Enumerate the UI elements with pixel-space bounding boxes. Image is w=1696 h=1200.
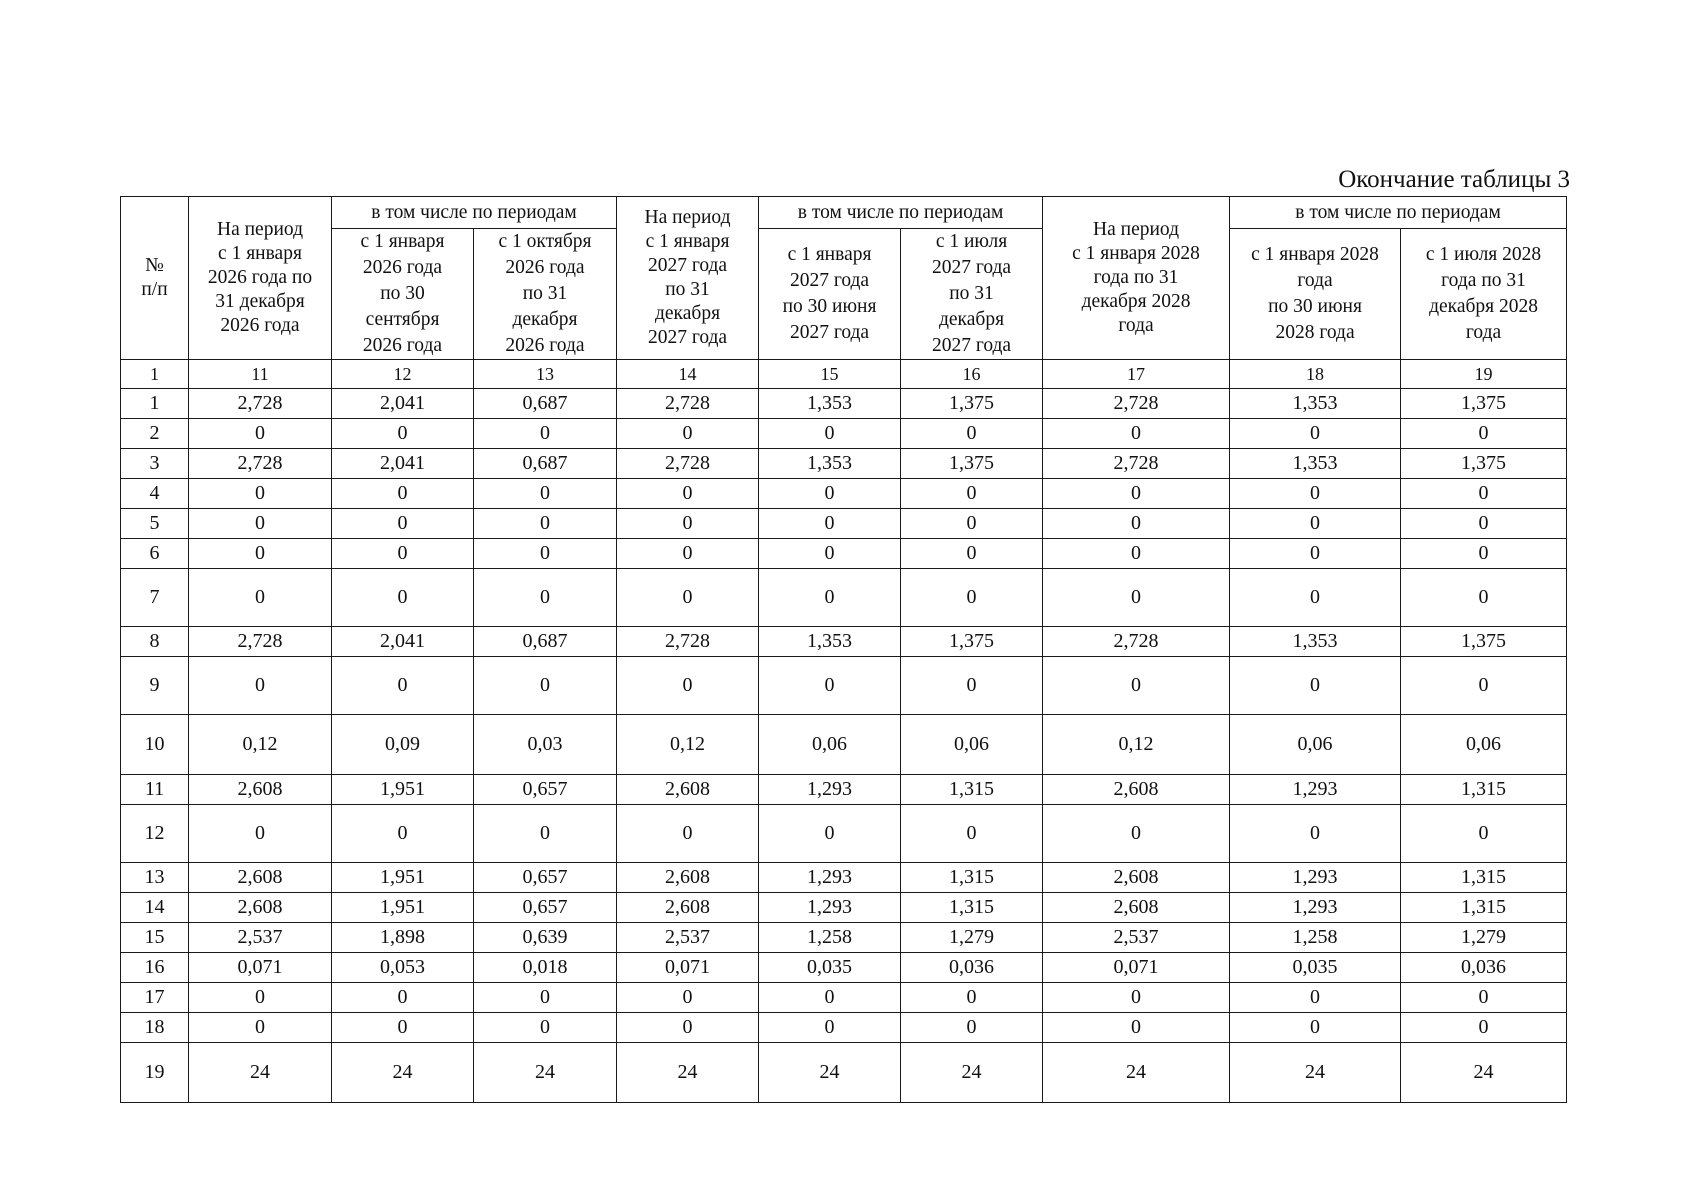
- table-cell: 2,608: [617, 893, 759, 923]
- table-cell: 0,071: [1043, 953, 1230, 983]
- table-cell: 2,608: [1043, 893, 1230, 923]
- table-cell: 2,041: [332, 627, 474, 657]
- table-cell: 4: [121, 479, 189, 509]
- table-row: [121, 539, 1567, 569]
- table-cell: 1,353: [759, 389, 901, 419]
- table-cell: 0: [901, 509, 1043, 539]
- table-cell: 2,728: [617, 627, 759, 657]
- table-cell: 0,687: [474, 389, 617, 419]
- table-cell: 1,951: [332, 775, 474, 805]
- table-cell: 0: [189, 539, 332, 569]
- header-sub-2028-jan-jun: с 1 января 2028 года по 30 июня 2028 года: [1230, 229, 1401, 360]
- table-row: [121, 627, 1567, 657]
- table-cell: 1,951: [332, 893, 474, 923]
- header-sub-2027-jan-jun: с 1 января 2027 года по 30 июня 2027 года: [759, 229, 901, 360]
- table-cell: 0,687: [474, 449, 617, 479]
- table-cell: 0: [1230, 657, 1401, 715]
- table-cell: 0: [1230, 509, 1401, 539]
- table-cell: 0: [1401, 539, 1567, 569]
- table-cell: 0: [1401, 983, 1567, 1013]
- header-sub-2028-jul-dec: с 1 июля 2028 года по 31 декабря 2028 года: [1401, 229, 1567, 360]
- table-cell: 0: [1043, 569, 1230, 627]
- table-cell: 0,071: [189, 953, 332, 983]
- table-cell: 0: [189, 983, 332, 1013]
- header-period-2026: На период с 1 января 2026 года по 31 декабря 2026 года: [189, 197, 332, 360]
- header-group-2026: в том числе по периодам: [332, 197, 617, 229]
- column-number: 16: [901, 360, 1043, 389]
- table-cell: 0,053: [332, 953, 474, 983]
- table-cell: 0: [474, 1013, 617, 1043]
- table-cell: 0: [759, 657, 901, 715]
- table-cell: 12: [121, 805, 189, 863]
- header-sub-2026-jan-sep: с 1 января 2026 года по 30 сентября 2026 года: [332, 229, 474, 360]
- table-cell: 1: [121, 389, 189, 419]
- table-cell: 2,608: [617, 863, 759, 893]
- table-cell: 0: [901, 419, 1043, 449]
- column-numbers-row: [121, 360, 1567, 389]
- table-cell: 0: [474, 419, 617, 449]
- table-cell: 2,728: [617, 449, 759, 479]
- table-caption: Окончание таблицы 3: [1338, 166, 1570, 193]
- table-cell: 10: [121, 715, 189, 775]
- table-cell: 0: [474, 805, 617, 863]
- table-cell: 0: [759, 805, 901, 863]
- table-cell: 3: [121, 449, 189, 479]
- table-cell: 0: [474, 657, 617, 715]
- table-cell: 1,315: [1401, 863, 1567, 893]
- table-cell: 0: [332, 1013, 474, 1043]
- column-number: 17: [1043, 360, 1230, 389]
- table-row: [121, 479, 1567, 509]
- table-cell: 17: [121, 983, 189, 1013]
- table-cell: 0: [189, 805, 332, 863]
- table-cell: 0: [1230, 539, 1401, 569]
- table-cell: 0,09: [332, 715, 474, 775]
- table-cell: 2,608: [617, 775, 759, 805]
- table-cell: 1,293: [759, 893, 901, 923]
- table-cell: 0: [901, 479, 1043, 509]
- table-cell: 0,06: [1401, 715, 1567, 775]
- table-cell: 0: [617, 1013, 759, 1043]
- table-cell: 0,035: [759, 953, 901, 983]
- table-cell: 0: [1401, 569, 1567, 627]
- table-cell: 0: [332, 983, 474, 1013]
- table-cell: 0,06: [1230, 715, 1401, 775]
- table-cell: 0,657: [474, 863, 617, 893]
- header-sub-2026-oct-dec: с 1 октября 2026 года по 31 декабря 2026 года: [474, 229, 617, 360]
- table-header: [121, 197, 1567, 360]
- table-cell: 0,12: [189, 715, 332, 775]
- table-cell: 0: [332, 479, 474, 509]
- table-cell: 0: [332, 657, 474, 715]
- table-cell: 0: [759, 479, 901, 509]
- table-cell: 7: [121, 569, 189, 627]
- table-cell: 6: [121, 539, 189, 569]
- table-cell: 0: [1401, 805, 1567, 863]
- column-number: 14: [617, 360, 759, 389]
- table-cell: 11: [121, 775, 189, 805]
- table-cell: 0: [759, 539, 901, 569]
- table-cell: 0: [332, 569, 474, 627]
- table-cell: 0: [1401, 419, 1567, 449]
- table-cell: 1,293: [1230, 775, 1401, 805]
- table-cell: 0: [1043, 419, 1230, 449]
- table-row: [121, 657, 1567, 715]
- table-row: [121, 863, 1567, 893]
- table-cell: 0: [901, 539, 1043, 569]
- table-cell: 0,03: [474, 715, 617, 775]
- data-table: [120, 196, 1567, 1103]
- column-number: 15: [759, 360, 901, 389]
- table-cell: 1,353: [1230, 627, 1401, 657]
- table-cell: 0,035: [1230, 953, 1401, 983]
- table-cell: 1,279: [901, 923, 1043, 953]
- table-cell: 0: [901, 657, 1043, 715]
- table-cell: 1,353: [759, 449, 901, 479]
- table-row: [121, 419, 1567, 449]
- table-cell: 0: [1043, 983, 1230, 1013]
- table-cell: 0: [617, 539, 759, 569]
- table-cell: 0: [474, 509, 617, 539]
- table-cell: 1,258: [759, 923, 901, 953]
- table-cell: 0,06: [901, 715, 1043, 775]
- table-cell: 0,071: [617, 953, 759, 983]
- table-body: [121, 360, 1567, 1103]
- table-cell: 0: [332, 539, 474, 569]
- table-cell: 24: [901, 1043, 1043, 1103]
- table-cell: 18: [121, 1013, 189, 1043]
- table-cell: 0: [901, 805, 1043, 863]
- table-cell: 0: [617, 657, 759, 715]
- table-cell: 1,293: [759, 863, 901, 893]
- table-cell: 1,375: [1401, 389, 1567, 419]
- table-cell: 2,041: [332, 449, 474, 479]
- table-cell: 0: [474, 479, 617, 509]
- table-cell: 2,728: [189, 389, 332, 419]
- table-cell: 0,018: [474, 953, 617, 983]
- table-cell: 0: [474, 569, 617, 627]
- table-cell: 24: [759, 1043, 901, 1103]
- table-cell: 0,036: [901, 953, 1043, 983]
- table-cell: 0: [617, 509, 759, 539]
- column-number: 1: [121, 360, 189, 389]
- table-cell: 1,315: [901, 775, 1043, 805]
- table-cell: 2,537: [617, 923, 759, 953]
- column-number: 13: [474, 360, 617, 389]
- table-cell: 2,728: [1043, 627, 1230, 657]
- table-cell: 24: [474, 1043, 617, 1103]
- table-cell: 24: [617, 1043, 759, 1103]
- table-row: [121, 569, 1567, 627]
- table-cell: 0: [1230, 805, 1401, 863]
- table-cell: 0: [1230, 479, 1401, 509]
- table-cell: 0,12: [617, 715, 759, 775]
- table-cell: 14: [121, 893, 189, 923]
- table-cell: 0: [1401, 1013, 1567, 1043]
- table-cell: 0: [1230, 1013, 1401, 1043]
- table-cell: 2,608: [1043, 863, 1230, 893]
- header-group-2028: в том числе по периодам: [1230, 197, 1567, 229]
- table-row: [121, 1013, 1567, 1043]
- table-cell: 1,279: [1401, 923, 1567, 953]
- table-cell: 0: [1043, 539, 1230, 569]
- table-cell: 1,293: [1230, 893, 1401, 923]
- table-cell: 0: [1230, 983, 1401, 1013]
- table-row: [121, 893, 1567, 923]
- table-cell: 2,728: [189, 627, 332, 657]
- table-row: [121, 715, 1567, 775]
- table-cell: 0,657: [474, 775, 617, 805]
- header-row-number: № п/п: [121, 197, 189, 360]
- table-cell: 0: [1230, 569, 1401, 627]
- table-cell: 2,728: [1043, 389, 1230, 419]
- table-cell: 0: [332, 805, 474, 863]
- table-cell: 0: [759, 509, 901, 539]
- table-cell: 0: [189, 419, 332, 449]
- table-cell: 0: [1043, 479, 1230, 509]
- table-cell: 1,293: [759, 775, 901, 805]
- table-cell: 1,898: [332, 923, 474, 953]
- table-cell: 0: [189, 657, 332, 715]
- table-cell: 1,293: [1230, 863, 1401, 893]
- table-cell: 2: [121, 419, 189, 449]
- table-cell: 15: [121, 923, 189, 953]
- table-cell: 0: [189, 479, 332, 509]
- table-cell: 1,315: [1401, 893, 1567, 923]
- table-cell: 2,608: [189, 893, 332, 923]
- table-cell: 1,353: [1230, 449, 1401, 479]
- table-row: [121, 509, 1567, 539]
- table-cell: 0,12: [1043, 715, 1230, 775]
- table-cell: 0: [759, 569, 901, 627]
- table-cell: 0: [901, 569, 1043, 627]
- table-cell: 0,687: [474, 627, 617, 657]
- table-cell: 2,728: [189, 449, 332, 479]
- table-cell: 0: [189, 1013, 332, 1043]
- table-cell: 2,608: [189, 775, 332, 805]
- table-cell: 0: [617, 419, 759, 449]
- table-cell: 0: [617, 479, 759, 509]
- table-cell: 1,375: [901, 627, 1043, 657]
- table-row: [121, 983, 1567, 1013]
- table-cell: 1,375: [1401, 627, 1567, 657]
- table-cell: 1,951: [332, 863, 474, 893]
- table-cell: 0: [759, 983, 901, 1013]
- table-row: [121, 389, 1567, 419]
- table-cell: 0,036: [1401, 953, 1567, 983]
- table-cell: 19: [121, 1043, 189, 1103]
- table-cell: 1,375: [901, 389, 1043, 419]
- table-cell: 1,353: [759, 627, 901, 657]
- table-cell: 0: [1401, 657, 1567, 715]
- table-cell: 8: [121, 627, 189, 657]
- table-cell: 1,315: [1401, 775, 1567, 805]
- table-row: [121, 775, 1567, 805]
- table-cell: 0: [1043, 805, 1230, 863]
- table-cell: 2,728: [1043, 449, 1230, 479]
- table-cell: 1,375: [901, 449, 1043, 479]
- table-cell: 0: [617, 983, 759, 1013]
- table-cell: 1,258: [1230, 923, 1401, 953]
- table-cell: 1,353: [1230, 389, 1401, 419]
- table-cell: 0: [474, 539, 617, 569]
- table-cell: 2,537: [1043, 923, 1230, 953]
- table-cell: 0: [332, 419, 474, 449]
- table-row: [121, 1043, 1567, 1103]
- table-cell: 0,06: [759, 715, 901, 775]
- table-cell: 0: [332, 509, 474, 539]
- table-cell: 16: [121, 953, 189, 983]
- table-cell: 2,608: [1043, 775, 1230, 805]
- table-row: [121, 923, 1567, 953]
- table-row: [121, 805, 1567, 863]
- table-cell: 0: [1401, 509, 1567, 539]
- table-cell: 2,537: [189, 923, 332, 953]
- table-cell: 0,657: [474, 893, 617, 923]
- column-number: 11: [189, 360, 332, 389]
- table-cell: 0: [759, 1013, 901, 1043]
- header-period-2027: На период с 1 января 2027 года по 31 декабря 2027 года: [617, 197, 759, 360]
- table-cell: 0: [759, 419, 901, 449]
- table-cell: 0: [901, 1013, 1043, 1043]
- table-cell: 0: [189, 509, 332, 539]
- table-cell: 1,375: [1401, 449, 1567, 479]
- header-group-2027: в том числе по периодам: [759, 197, 1043, 229]
- table-cell: 9: [121, 657, 189, 715]
- table-cell: 0: [189, 569, 332, 627]
- table-cell: 0: [1043, 509, 1230, 539]
- table-cell: 2,728: [617, 389, 759, 419]
- column-number: 18: [1230, 360, 1401, 389]
- table-cell: 1,315: [901, 863, 1043, 893]
- header-period-2028: На период с 1 января 2028 года по 31 декабря 2028 года: [1043, 197, 1230, 360]
- table-cell: 0: [1043, 657, 1230, 715]
- header-sub-2027-jul-dec: с 1 июля 2027 года по 31 декабря 2027 года: [901, 229, 1043, 360]
- table-cell: 5: [121, 509, 189, 539]
- column-number: 12: [332, 360, 474, 389]
- table-cell: 2,608: [189, 863, 332, 893]
- table-cell: 0: [617, 805, 759, 863]
- table-cell: 0: [617, 569, 759, 627]
- table-cell: 0: [474, 983, 617, 1013]
- table-row: [121, 449, 1567, 479]
- table-cell: 24: [1401, 1043, 1567, 1103]
- table-cell: 0: [1230, 419, 1401, 449]
- table-cell: 0: [901, 983, 1043, 1013]
- table-cell: 24: [332, 1043, 474, 1103]
- table-cell: 24: [1230, 1043, 1401, 1103]
- table-cell: 24: [189, 1043, 332, 1103]
- table-cell: 0,639: [474, 923, 617, 953]
- table-cell: 2,041: [332, 389, 474, 419]
- table-cell: 1,315: [901, 893, 1043, 923]
- column-number: 19: [1401, 360, 1567, 389]
- table-cell: 0: [1043, 1013, 1230, 1043]
- table-cell: 24: [1043, 1043, 1230, 1103]
- table-row: [121, 953, 1567, 983]
- table-cell: 0: [1401, 479, 1567, 509]
- table-cell: 13: [121, 863, 189, 893]
